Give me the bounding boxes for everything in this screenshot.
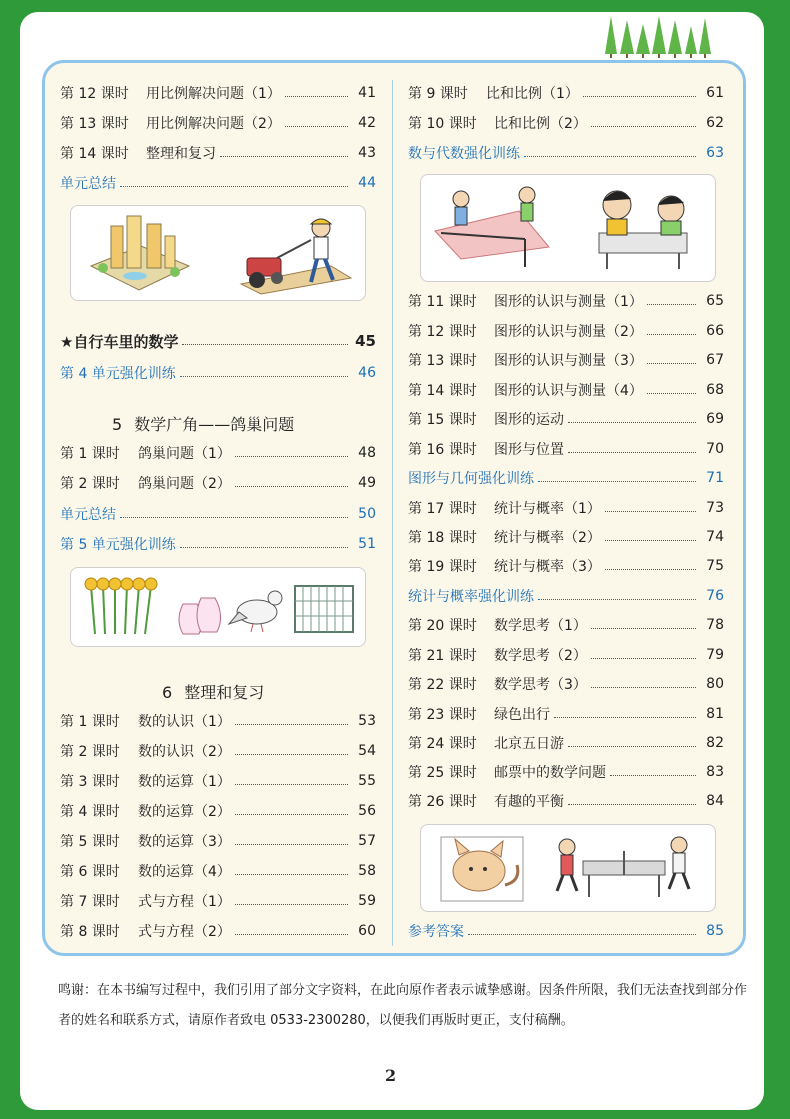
leader-dots: [235, 934, 348, 935]
toc-row[interactable]: [60, 920, 376, 942]
page-ref: 58: [358, 863, 376, 879]
leader-dots: [610, 775, 696, 776]
lesson-number: 第 5 课时: [60, 834, 120, 850]
leader-dots: [285, 126, 348, 127]
lesson-number: 第 12 课时: [60, 86, 129, 102]
lesson-topic: 数的运算（2）: [138, 804, 231, 820]
page-ref: 43: [358, 145, 376, 161]
leader-dots: [120, 517, 348, 518]
leader-dots: [591, 126, 696, 127]
toc-row[interactable]: [408, 290, 724, 312]
toc-row[interactable]: [408, 497, 724, 519]
leader-dots: [591, 658, 696, 659]
page-ref: 61: [706, 85, 724, 101]
leader-dots: [235, 844, 348, 845]
toc-row[interactable]: [60, 860, 376, 882]
leader-dots: [568, 452, 696, 453]
page-ref: 42: [358, 115, 376, 131]
toc-row[interactable]: [408, 790, 724, 812]
lesson-number: 第 12 课时: [408, 324, 477, 340]
lesson-topic: 图形的运动: [494, 412, 564, 428]
lesson-topic: 图形的认识与测量（3）: [494, 353, 643, 369]
page-ref: 71: [706, 470, 724, 486]
page-ref: 73: [706, 500, 724, 516]
lesson-number: 第 21 课时: [408, 648, 477, 664]
page-ref: 69: [706, 411, 724, 427]
page-ref: 83: [706, 764, 724, 780]
lesson-number: 第 24 课时: [408, 736, 477, 752]
lesson-topic: 比和比例（2）: [494, 116, 587, 132]
leader-dots: [605, 511, 696, 512]
answers-label: 参考答案: [408, 924, 464, 940]
lesson-topic: 数学思考（2）: [494, 648, 587, 664]
leader-dots: [568, 746, 696, 747]
toc-row-strand-training[interactable]: [408, 142, 724, 164]
toc-row[interactable]: [408, 555, 724, 577]
page-ref: 60: [358, 923, 376, 939]
toc-row[interactable]: [60, 472, 376, 494]
toc-row-special[interactable]: [60, 330, 376, 352]
lesson-topic: 统计与概率（2）: [494, 530, 601, 546]
leader-dots: [180, 547, 348, 548]
leader-dots: [468, 934, 696, 935]
page-ref: 46: [358, 365, 376, 381]
lesson-number: 第 22 课时: [408, 677, 477, 693]
leader-dots: [220, 156, 348, 157]
leader-dots: [647, 393, 696, 394]
strand-training-label: 数与代数强化训练: [408, 146, 520, 162]
lesson-topic: 绿色出行: [494, 707, 550, 723]
toc-row[interactable]: [408, 526, 724, 548]
strand-training-label: 图形与几何强化训练: [408, 471, 534, 487]
lesson-topic: 数的运算（3）: [138, 834, 231, 850]
lesson-number: 第 20 课时: [408, 618, 477, 634]
toc-row[interactable]: [408, 349, 724, 371]
lesson-topic: 图形的认识与测量（4）: [494, 383, 643, 399]
section-number: 6: [162, 683, 173, 702]
page-ref: 66: [706, 323, 724, 339]
lesson-topic: 数学思考（1）: [494, 618, 587, 634]
table-tennis-illustration: [421, 825, 715, 911]
page-ref: 54: [358, 743, 376, 759]
toc-row[interactable]: [408, 703, 724, 725]
column-divider: [392, 80, 393, 946]
toc-row-unit-training[interactable]: [60, 533, 376, 555]
lesson-number: 第 23 课时: [408, 707, 477, 723]
toc-row-strand-training[interactable]: [408, 585, 724, 607]
lesson-topic: 数的认识（1）: [138, 714, 231, 730]
toc-row[interactable]: [60, 890, 376, 912]
toc-row[interactable]: [60, 710, 376, 732]
lesson-topic: 图形与位置: [494, 442, 564, 458]
lesson-number: 第 8 课时: [60, 924, 120, 940]
toc-row[interactable]: [408, 614, 724, 636]
lesson-number: 第 14 课时: [408, 383, 477, 399]
page-ref: 78: [706, 617, 724, 633]
lesson-topic: 数的运算（1）: [138, 774, 231, 790]
section-title: 整理和复习: [184, 683, 265, 702]
special-topic-label: ★自行车里的数学: [60, 332, 179, 351]
leader-dots: [235, 754, 348, 755]
section-title: 数学广角——鸽巢问题: [134, 415, 295, 434]
section-number: 5: [112, 415, 123, 434]
page-ref: 41: [358, 85, 376, 101]
leader-dots: [538, 599, 696, 600]
lesson-number: 第 25 课时: [408, 765, 477, 781]
leader-dots: [524, 156, 696, 157]
leader-dots: [583, 96, 696, 97]
page-ref: 68: [706, 382, 724, 398]
unit-summary-label: 单元总结: [60, 507, 116, 523]
page-ref: 59: [358, 893, 376, 909]
lesson-number: 第 2 课时: [60, 476, 120, 492]
toc-row[interactable]: [60, 112, 376, 134]
page-ref: 75: [706, 558, 724, 574]
lesson-topic: 数的认识（2）: [138, 744, 231, 760]
illustration-box: [70, 567, 366, 647]
acknowledgement-text: 鸣谢：在本书编写过程中，我们引用了部分文字资料，在此向原作者表示诚挚感谢。因条件所限，我们无法查找到部分作者的姓名和联系方式，请原作者致电 0533-2300280，以便我们再版时更正，支付稿酬。: [58, 983, 748, 1028]
toc-row[interactable]: [60, 82, 376, 104]
lesson-topic: 鸽巢问题（2）: [138, 476, 231, 492]
lesson-number: 第 16 课时: [408, 442, 477, 458]
section-heading: [112, 412, 294, 435]
lesson-topic: 图形的认识与测量（2）: [494, 324, 643, 340]
lesson-number: 第 9 课时: [408, 86, 468, 102]
lesson-topic: 北京五日游: [494, 736, 564, 752]
lesson-number: 第 4 课时: [60, 804, 120, 820]
toc-row[interactable]: [60, 142, 376, 164]
leader-dots: [605, 569, 696, 570]
strand-training-label: 统计与概率强化训练: [408, 589, 534, 605]
page-ref: 74: [706, 529, 724, 545]
lesson-number: 第 26 课时: [408, 794, 477, 810]
lesson-number: 第 13 课时: [408, 353, 477, 369]
unit-summary-label: 单元总结: [60, 176, 116, 192]
lesson-number: 第 1 课时: [60, 446, 120, 462]
page-ref: 79: [706, 647, 724, 663]
leader-dots: [235, 456, 348, 457]
toc-row[interactable]: [60, 800, 376, 822]
leader-dots: [647, 334, 696, 335]
toc-row-unit-summary[interactable]: [60, 503, 376, 525]
leader-dots: [235, 784, 348, 785]
lesson-topic: 用比例解决问题（1）: [146, 86, 281, 102]
toc-row[interactable]: [408, 673, 724, 695]
toc-row[interactable]: [408, 320, 724, 342]
page-ref: 80: [706, 676, 724, 692]
lesson-topic: 鸽巢问题（1）: [138, 446, 231, 462]
lesson-number: 第 14 课时: [60, 146, 129, 162]
illustration-box: [420, 174, 716, 282]
toc-row-unit-training[interactable]: [60, 362, 376, 384]
toc-row[interactable]: [408, 438, 724, 460]
toc-row-unit-summary[interactable]: [60, 172, 376, 194]
trees-icon: [605, 14, 715, 58]
page-ref: 76: [706, 588, 724, 604]
page-ref: 51: [358, 536, 376, 552]
leader-dots: [285, 96, 348, 97]
page-ref: 85: [706, 923, 724, 939]
toc-row[interactable]: [408, 379, 724, 401]
leader-dots: [182, 344, 348, 345]
page-ref: 55: [358, 773, 376, 789]
page-ref: 45: [355, 332, 376, 350]
toc-row[interactable]: [408, 761, 724, 783]
page-ref: 53: [358, 713, 376, 729]
toc-row[interactable]: [60, 770, 376, 792]
leader-dots: [120, 186, 348, 187]
lesson-number: 第 3 课时: [60, 774, 120, 790]
lesson-topic: 统计与概率（3）: [494, 559, 601, 575]
lesson-topic: 图形的认识与测量（1）: [494, 294, 643, 310]
page-ref: 84: [706, 793, 724, 809]
toc-row[interactable]: [408, 732, 724, 754]
page-ref: 62: [706, 115, 724, 131]
leader-dots: [180, 376, 348, 377]
boys-chess-illustration: [421, 175, 715, 281]
lesson-topic: 整理和复习: [146, 146, 216, 162]
lesson-number: 第 2 课时: [60, 744, 120, 760]
page-ref: 48: [358, 445, 376, 461]
page-ref: 70: [706, 441, 724, 457]
lesson-topic: 数学思考（3）: [494, 677, 587, 693]
leader-dots: [538, 481, 696, 482]
leader-dots: [235, 904, 348, 905]
leader-dots: [591, 687, 696, 688]
lesson-number: 第 10 课时: [408, 116, 477, 132]
farmer-tractor-illustration: [71, 206, 365, 300]
section-heading: [162, 680, 264, 703]
toc-row[interactable]: [408, 82, 724, 104]
toc-row[interactable]: [408, 644, 724, 666]
lesson-topic: 式与方程（1）: [138, 894, 231, 910]
lesson-number: 第 19 课时: [408, 559, 477, 575]
leader-dots: [568, 804, 696, 805]
toc-row-strand-training[interactable]: [408, 467, 724, 489]
illustration-box: [420, 824, 716, 912]
lesson-topic: 有趣的平衡: [494, 794, 564, 810]
page-ref: 81: [706, 706, 724, 722]
toc-row[interactable]: [408, 112, 724, 134]
page-ref: 57: [358, 833, 376, 849]
lesson-number: 第 7 课时: [60, 894, 120, 910]
page-ref: 82: [706, 735, 724, 751]
leader-dots: [235, 724, 348, 725]
leader-dots: [568, 422, 696, 423]
unit-training-label: 第 4 单元强化训练: [60, 366, 176, 382]
page-ref: 50: [358, 506, 376, 522]
toc-row[interactable]: [60, 442, 376, 464]
page-ref: 49: [358, 475, 376, 491]
page-ref: 63: [706, 145, 724, 161]
lesson-topic: 统计与概率（1）: [494, 501, 601, 517]
lesson-number: 第 18 课时: [408, 530, 477, 546]
leader-dots: [591, 628, 696, 629]
toc-row[interactable]: [60, 740, 376, 762]
page-ref: 65: [706, 293, 724, 309]
lesson-number: 第 6 课时: [60, 864, 120, 880]
lesson-topic: 比和比例（1）: [486, 86, 579, 102]
leader-dots: [647, 304, 696, 305]
lesson-topic: 数的运算（4）: [138, 864, 231, 880]
lesson-number: 第 17 课时: [408, 501, 477, 517]
illustration-box: [70, 205, 366, 301]
leader-dots: [647, 363, 696, 364]
page-ref: 67: [706, 352, 724, 368]
page-ref: 44: [358, 175, 376, 191]
lesson-topic: 用比例解决问题（2）: [146, 116, 281, 132]
page-ref: 56: [358, 803, 376, 819]
lesson-number: 第 15 课时: [408, 412, 477, 428]
leader-dots: [235, 486, 348, 487]
leader-dots: [554, 717, 696, 718]
lesson-number: 第 13 课时: [60, 116, 129, 132]
lesson-topic: 邮票中的数学问题: [494, 765, 606, 781]
cage-illustration: [71, 568, 365, 646]
lesson-number: 第 11 课时: [408, 294, 477, 310]
leader-dots: [235, 874, 348, 875]
page-number: 2: [385, 1066, 397, 1085]
toc-row[interactable]: [408, 408, 724, 430]
leader-dots: [235, 814, 348, 815]
unit-training-label: 第 5 单元强化训练: [60, 537, 176, 553]
toc-row-answers[interactable]: [408, 920, 724, 942]
leader-dots: [605, 540, 696, 541]
toc-row[interactable]: [60, 830, 376, 852]
lesson-number: 第 1 课时: [60, 714, 120, 730]
lesson-topic: 式与方程（2）: [138, 924, 231, 940]
